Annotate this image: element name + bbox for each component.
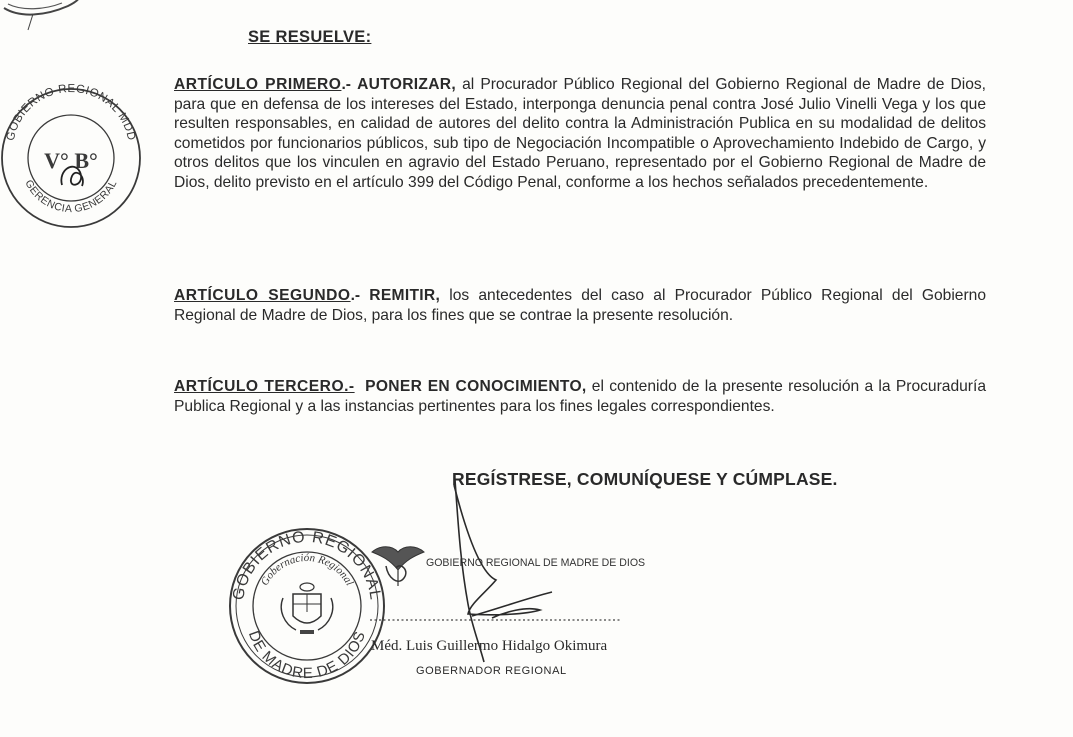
article-verb: REMITIR,	[369, 287, 441, 304]
article-label: ARTÍCULO SEGUNDO	[174, 287, 351, 304]
signatory-name: Méd. Luis Guillermo Hidalgo Okimura	[371, 638, 608, 654]
vb-ring-bottom: GERENCIA GENERAL	[22, 177, 120, 216]
handwritten-signature	[454, 480, 552, 662]
article-label: ARTÍCULO PRIMERO	[174, 76, 342, 93]
coat-of-arms-icon	[281, 583, 333, 634]
seal-ring-top: GOBIERNO REGIONAL	[230, 528, 384, 602]
article-text: al Procurador Público Regional del Gobierno Regional de Madre de Dios, para que en defensa de los intereses del Estado, interponga denuncia penal contra José Julio Vinelli Vega y los que resulten responsables, en calidad de autores del delito contra la Administración Publica en su modalidad de delitos cometidos por funcionarios públicos, sub tipo de Negociación Incompatible o Aprovechamiento Indebido de Cargo, y otros delitos que los vinculen en agravio del Estado Peruano, representado por el Gobierno Regional de Madre de Dios, delito previsto en el artículo 399 del Código Penal, conforme a los hechos señalados precedentemente.	[174, 76, 987, 191]
official-seal	[230, 529, 384, 683]
article-separator: .-	[341, 76, 358, 93]
signatory-title: GOBERNADOR REGIONAL	[416, 665, 567, 677]
article-text: los antecedentes del caso al Procurador Público Regional del Gobierno Regional de Madre de Dios, para los fines que se contrae la presente resolución.	[174, 287, 987, 324]
article-text: el contenido de la presente resolución a la Procuraduría Publica Regional y a las instancias pertinentes para los fines legales correspondientes.	[174, 378, 986, 415]
article-separator: .-	[350, 287, 370, 304]
signature-institution: GOBIERNO REGIONAL DE MADRE DE DIOS	[426, 556, 646, 570]
seal-ring-bottom: DE MADRE DE DIOS	[244, 628, 370, 683]
visto-bueno-stamp	[2, 83, 140, 227]
article-first	[174, 75, 986, 193]
article-third	[174, 377, 986, 416]
closing-formula: REGÍSTRESE, COMUNÍQUESE Y CÚMPLASE.	[452, 469, 838, 489]
article-verb: PONER EN CONOCIMIENTO,	[365, 378, 587, 395]
partial-stamp-top-left	[4, 0, 79, 30]
vb-center-text: V° B°	[44, 148, 98, 173]
vb-ring-top: GOBIERNO REGIONAL MDD	[4, 82, 138, 142]
article-verb: AUTORIZAR,	[357, 76, 456, 93]
seal-inner-ring: Gobernación Regional	[258, 551, 356, 588]
article-separator	[355, 378, 366, 395]
article-second	[174, 286, 986, 325]
resolution-heading: SE RESUELVE:	[248, 28, 372, 46]
article-label: ARTÍCULO TERCERO.-	[174, 378, 355, 395]
